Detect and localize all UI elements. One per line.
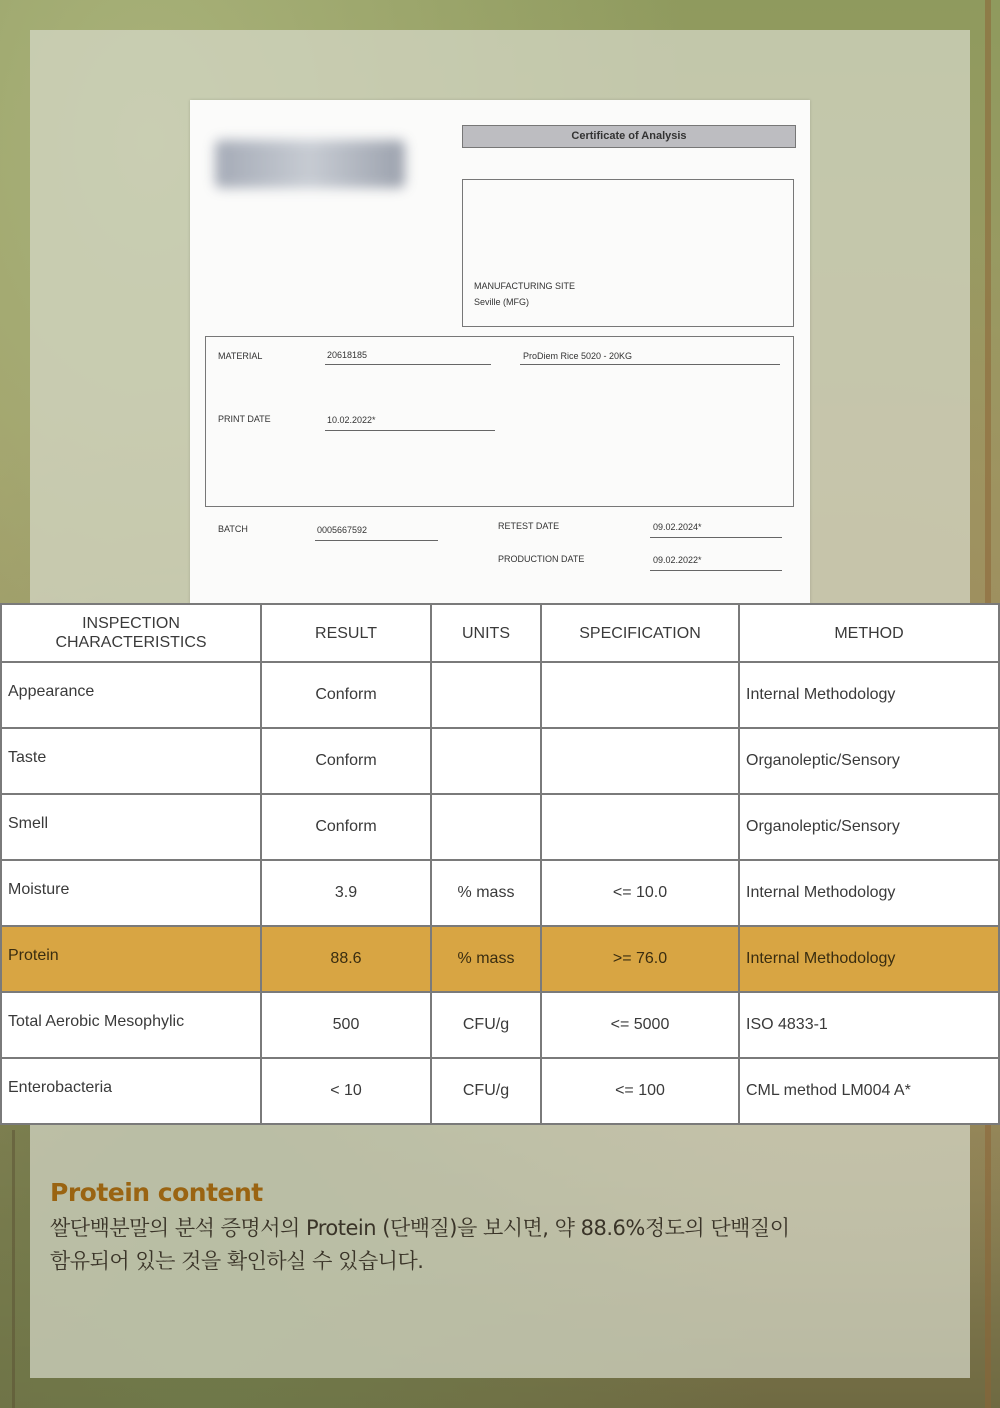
cell-specification: <= 10.0 bbox=[541, 860, 739, 926]
batch-label: BATCH bbox=[218, 524, 248, 534]
material-name: ProDiem Rice 5020 - 20KG bbox=[523, 351, 633, 361]
rice-stalk-decoration bbox=[12, 1130, 15, 1408]
cell-units bbox=[431, 662, 541, 728]
cell-characteristic: Taste bbox=[1, 728, 261, 794]
material-name-line bbox=[520, 364, 780, 365]
header-units: UNITS bbox=[431, 604, 541, 662]
table-row bbox=[1, 992, 999, 1058]
material-box bbox=[205, 336, 794, 507]
table-row bbox=[1, 794, 999, 860]
cell-result: 500 bbox=[261, 992, 431, 1058]
cell-specification bbox=[541, 728, 739, 794]
cell-units: CFU/g bbox=[431, 992, 541, 1058]
cell-specification: <= 100 bbox=[541, 1058, 739, 1124]
production-date-line bbox=[650, 570, 782, 571]
cell-units bbox=[431, 728, 541, 794]
cell-result: Conform bbox=[261, 662, 431, 728]
cell-method: Internal Methodology bbox=[739, 860, 999, 926]
site-value: Seville (MFG) bbox=[474, 297, 530, 307]
header-method: METHOD bbox=[739, 604, 999, 662]
table-row bbox=[1, 662, 999, 728]
cell-specification: <= 5000 bbox=[541, 992, 739, 1058]
cell-characteristic: Total Aerobic Mesophylic bbox=[1, 992, 261, 1058]
cell-units: CFU/g bbox=[431, 1058, 541, 1124]
inspection-table bbox=[0, 603, 998, 1125]
header-inspection: INSPECTION CHARACTERISTICS bbox=[1, 604, 261, 662]
cell-method: Internal Methodology bbox=[739, 926, 999, 992]
cell-characteristic: Smell bbox=[1, 794, 261, 860]
cell-characteristic: Moisture bbox=[1, 860, 261, 926]
cell-specification bbox=[541, 662, 739, 728]
cell-result: Conform bbox=[261, 794, 431, 860]
certificate-paper bbox=[190, 100, 810, 604]
cell-units bbox=[431, 794, 541, 860]
company-logo-blurred bbox=[215, 140, 405, 188]
material-code-line bbox=[325, 364, 491, 365]
caption-line-1: 쌀단백분말의 분석 증명서의 Protein (단백질)을 보시면, 약 88.6%정도의 단백질이 bbox=[50, 1216, 790, 1240]
cell-method: Organoleptic/Sensory bbox=[739, 728, 999, 794]
material-label: MATERIAL bbox=[218, 351, 263, 361]
print-date-label: PRINT DATE bbox=[218, 414, 271, 424]
cell-result: < 10 bbox=[261, 1058, 431, 1124]
caption-body bbox=[50, 1212, 930, 1278]
table-header-row bbox=[1, 604, 999, 662]
table-row bbox=[1, 860, 999, 926]
table-row-highlighted bbox=[1, 926, 999, 992]
batch-value: 0005667592 bbox=[317, 525, 368, 535]
cell-characteristic: Protein bbox=[1, 926, 261, 992]
cell-method: CML method LM004 A* bbox=[739, 1058, 999, 1124]
retest-date-value: 09.02.2024* bbox=[653, 522, 702, 532]
cell-result: 88.6 bbox=[261, 926, 431, 992]
cell-result: 3.9 bbox=[261, 860, 431, 926]
header-result: RESULT bbox=[261, 604, 431, 662]
production-date-label: PRODUCTION DATE bbox=[498, 554, 585, 564]
cell-method: Internal Methodology bbox=[739, 662, 999, 728]
material-code: 20618185 bbox=[327, 350, 368, 360]
cell-specification: >= 76.0 bbox=[541, 926, 739, 992]
retest-date-label: RETEST DATE bbox=[498, 521, 560, 531]
table-row bbox=[1, 728, 999, 794]
retest-date-line bbox=[650, 537, 782, 538]
batch-line bbox=[315, 540, 438, 541]
site-label: MANUFACTURING SITE bbox=[474, 281, 576, 291]
header-specification: SPECIFICATION bbox=[541, 604, 739, 662]
cell-characteristic: Appearance bbox=[1, 662, 261, 728]
cell-units: % mass bbox=[431, 926, 541, 992]
cell-units: % mass bbox=[431, 860, 541, 926]
cell-method: ISO 4833-1 bbox=[739, 992, 999, 1058]
cell-specification bbox=[541, 794, 739, 860]
cell-characteristic: Enterobacteria bbox=[1, 1058, 261, 1124]
print-date-line bbox=[325, 430, 495, 431]
cell-method: Organoleptic/Sensory bbox=[739, 794, 999, 860]
table-row bbox=[1, 1058, 999, 1124]
certificate-title: Certificate of Analysis bbox=[462, 125, 796, 148]
cell-result: Conform bbox=[261, 728, 431, 794]
print-date-value: 10.02.2022* bbox=[327, 415, 376, 425]
caption-line-2: 함유되어 있는 것을 확인하실 수 있습니다. bbox=[50, 1249, 424, 1273]
production-date-value: 09.02.2022* bbox=[653, 555, 702, 565]
caption-title: Protein content bbox=[50, 1178, 263, 1207]
